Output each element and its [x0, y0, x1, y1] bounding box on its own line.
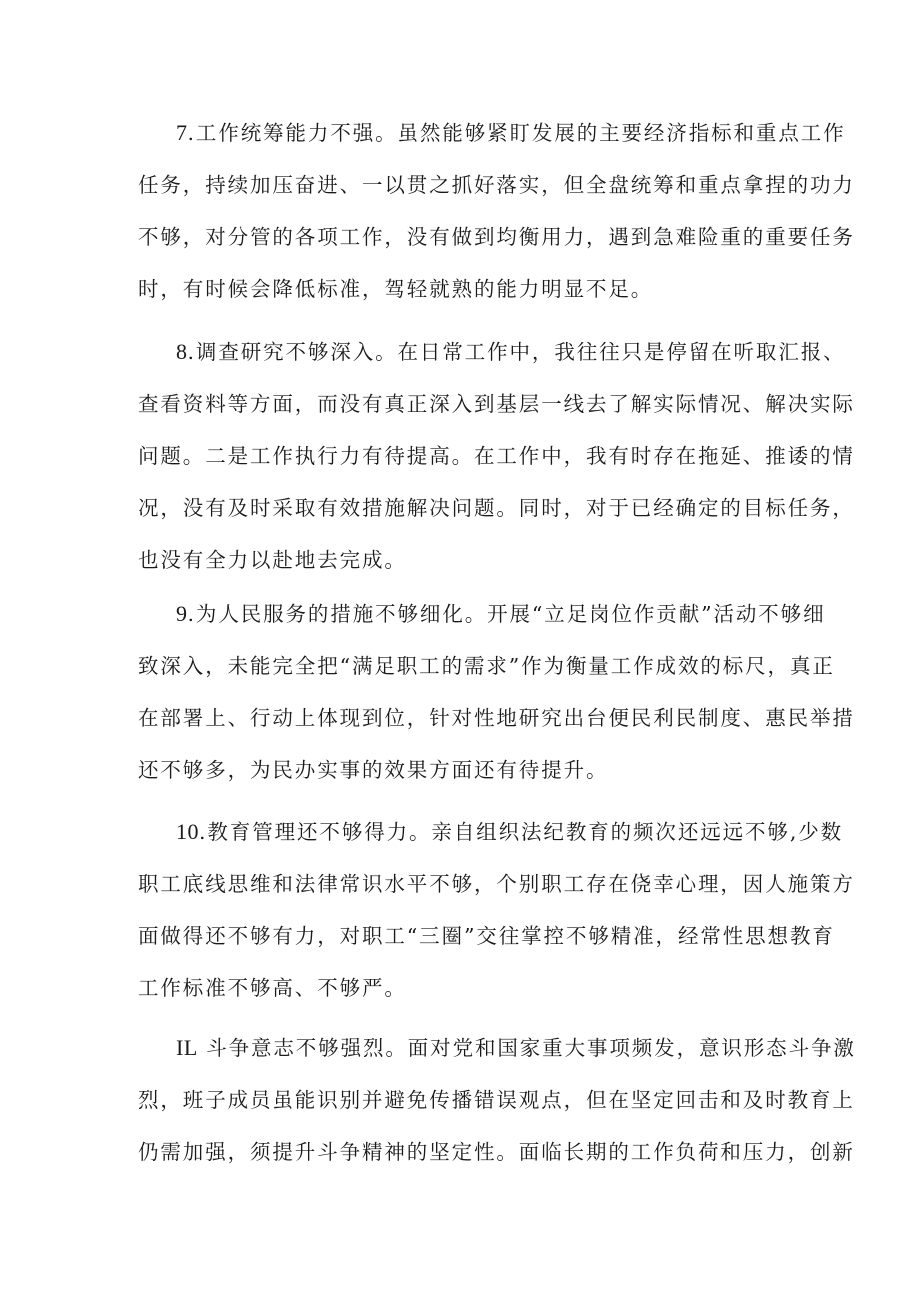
paragraph-line [138, 326, 846, 378]
paragraph-line: 时，有时候会降低标准，驾轻就熟的能力明显不足。 [138, 277, 654, 301]
paragraph-line: 烈，班子成员虽能识别并避免传播错误观点，但在坚定回击和及时教育上 [138, 1088, 855, 1112]
paragraph-line: 况，没有及时采取有效措施解决问题。同时，对于已经确定的目标任务， [138, 496, 855, 520]
paragraph-line: 不够，对分管的各项工作，没有做到均衡用力，遇到急难险重的重要任务 [138, 225, 855, 249]
paragraph-text: .教育管理还不够得力。亲自组织法纪教育的频次还远远不够,少数 [199, 820, 844, 844]
paragraph-11 [138, 1022, 856, 1178]
paragraph-line: 面做得还不够有力，对职工“三圈”交往掌控不够精准，经常性思想教育 [138, 924, 835, 948]
paragraph-number: 9 [176, 601, 188, 626]
paragraph-number: 10 [176, 819, 199, 844]
paragraph-text: .工作统筹能力不强。虽然能够紧盯发展的主要经济指标和重点工作 [187, 121, 846, 145]
paragraph-number: 8 [176, 339, 188, 364]
paragraph-number: IL [176, 1035, 198, 1060]
paragraph-line [138, 588, 826, 640]
paragraph-text: .为人民服务的措施不够细化。开展“立足岗位作贡献”活动不够细 [187, 602, 826, 626]
paragraph-line: 问题。二是工作执行力有待提高。在工作中，我有时存在拖延、推诿的情 [138, 444, 855, 468]
paragraph-number: 7 [176, 120, 188, 145]
paragraph-line: 职工底线思维和法律常识水平不够，个别职工存在侥幸心理，因人施策方 [138, 872, 855, 896]
paragraph-line [138, 806, 844, 858]
paragraph-line: 也没有全力以赴地去完成。 [138, 548, 407, 572]
paragraph-10 [138, 806, 855, 1014]
paragraph-7 [138, 107, 855, 315]
paragraph-9 [138, 588, 855, 796]
paragraph-line: 查看资料等方面，而没有真正深入到基层一线去了解实际情况、解决实际 [138, 392, 855, 416]
paragraph-8 [138, 326, 855, 586]
paragraph-line: 致深入，未能完全把“满足职工的需求”作为衡量工作成效的标尺，真正 [138, 654, 835, 678]
paragraph-line: 任务，持续加压奋进、一以贯之抓好落实，但全盘统筹和重点拿捏的功力 [138, 173, 855, 197]
paragraph-line [138, 107, 846, 159]
paragraph-line: 在部署上、行动上体现到位，针对性地研究出台便民利民制度、惠民举措 [138, 706, 855, 730]
paragraph-line [138, 1022, 856, 1074]
paragraph-line: 还不够多，为民办实事的效果方面还有待提升。 [138, 758, 609, 782]
paragraph-line: 仍需加强，须提升斗争精神的坚定性。面临长期的工作负荷和压力，创新 [138, 1140, 855, 1164]
paragraph-text: 斗争意志不够强烈。面对党和国家重大事项频发，意识形态斗争激 [206, 1036, 856, 1060]
paragraph-line: 工作标准不够高、不够严。 [138, 976, 407, 1000]
paragraph-text: .调查研究不够深入。在日常工作中，我往往只是停留在听取汇报、 [187, 340, 846, 364]
